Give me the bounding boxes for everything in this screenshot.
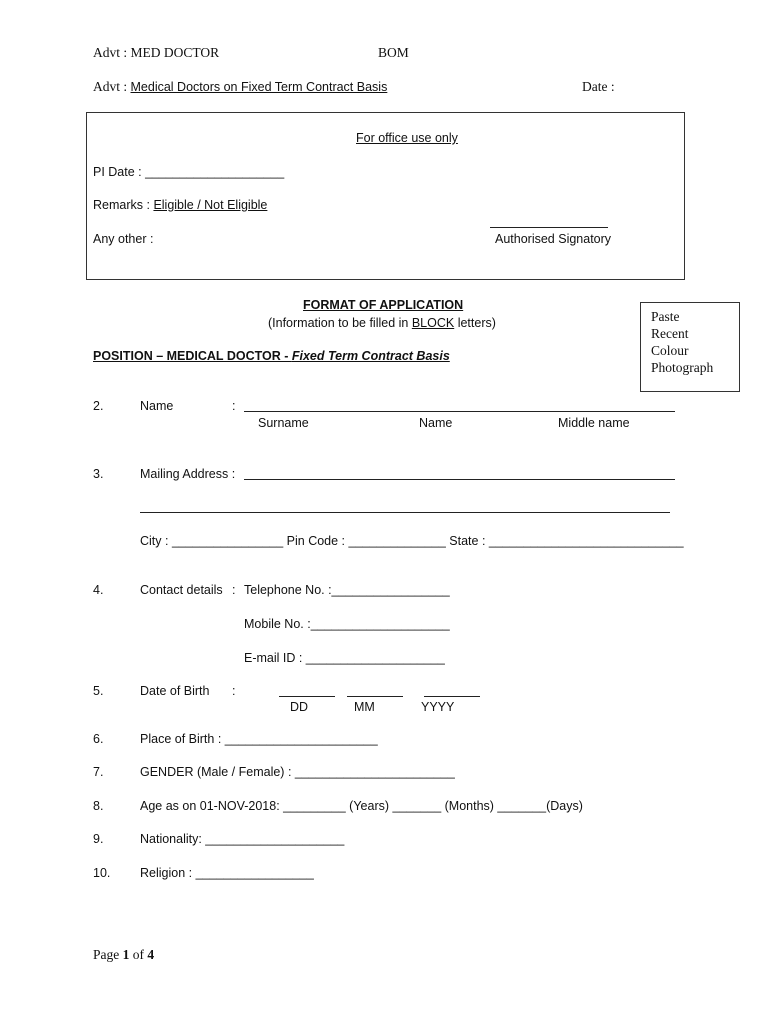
- position-italic: Fixed Term Contract Basis: [291, 349, 450, 363]
- page-pre: Page: [93, 947, 123, 962]
- field-num-address: 3.: [93, 467, 104, 481]
- field-num-pob: 6.: [93, 732, 104, 746]
- remarks: [93, 198, 267, 212]
- authorised-signatory: Authorised Signatory: [495, 232, 612, 246]
- field-pob: Place of Birth : ______________________: [140, 732, 378, 746]
- date-label: Date :: [582, 79, 615, 94]
- remarks-value: Eligible / Not Eligible: [153, 198, 268, 212]
- photo-line-2: Recent: [651, 326, 689, 341]
- page-number: [93, 947, 154, 963]
- advt-prefix: Advt :: [93, 79, 131, 94]
- contact-email: E-mail ID : ____________________: [244, 651, 445, 665]
- page-mid: of: [129, 947, 148, 962]
- photo-line-3: Colour: [651, 343, 689, 358]
- address-input-line-1[interactable]: [244, 479, 675, 480]
- format-title: FORMAT OF APPLICATION: [303, 298, 464, 312]
- field-num-name: 2.: [93, 399, 104, 413]
- address-input-line-2[interactable]: [140, 512, 670, 513]
- field-nationality: Nationality: ____________________: [140, 832, 345, 846]
- field-num-contact: 4.: [93, 583, 104, 597]
- position-label: POSITION – MEDICAL DOCTOR -: [93, 349, 292, 363]
- field-num-age: 8.: [93, 799, 104, 813]
- photo-box: [640, 302, 740, 392]
- remarks-label: Remarks :: [93, 198, 154, 212]
- field-label-contact: Contact details: [140, 583, 223, 597]
- contact-mobile: Mobile No. :____________________: [244, 617, 450, 631]
- field-label-name: Name: [140, 399, 174, 413]
- field-num-dob: 5.: [93, 684, 104, 698]
- name-sub-middle: Middle name: [558, 416, 630, 430]
- position-heading: [93, 349, 450, 363]
- name-sub-name: Name: [419, 416, 453, 430]
- format-info-pre: (Information to be filled in: [268, 316, 412, 330]
- format-info-post: letters): [454, 316, 496, 330]
- office-use-title: For office use only: [356, 131, 458, 145]
- advt-title: [93, 79, 387, 95]
- field-religion: Religion : _________________: [140, 866, 314, 880]
- field-age: Age as on 01-NOV-2018: _________ (Years) _______ (Months) _______(Days): [140, 799, 583, 813]
- field-label-dob: Date of Birth: [140, 684, 210, 698]
- field-label-address: Mailing Address :: [140, 467, 236, 481]
- field-colon-dob: :: [232, 684, 236, 698]
- dob-dd-label: DD: [290, 700, 309, 714]
- field-colon-contact: :: [232, 583, 236, 597]
- field-num-nationality: 9.: [93, 832, 104, 846]
- dob-mm-label: MM: [354, 700, 375, 714]
- bom-label: BOM: [378, 45, 409, 60]
- dob-yyyy-line[interactable]: [424, 696, 480, 697]
- dob-dd-line[interactable]: [279, 696, 335, 697]
- page-current: 1: [122, 947, 130, 962]
- contact-telephone: Telephone No. :_________________: [244, 583, 450, 597]
- field-num-gender: 7.: [93, 765, 104, 779]
- field-gender: GENDER (Male / Female) : _______________________: [140, 765, 455, 779]
- page-total: 4: [147, 947, 155, 962]
- dob-mm-line[interactable]: [347, 696, 403, 697]
- any-other: Any other :: [93, 232, 154, 246]
- dob-yyyy-label: YYYY: [421, 700, 455, 714]
- name-input-line[interactable]: [244, 411, 675, 412]
- format-info: [268, 316, 496, 330]
- photo-line-1: Paste: [651, 309, 680, 324]
- pi-date: PI Date : ____________________: [93, 165, 285, 179]
- advt-title-text: Medical Doctors on Fixed Term Contract Basis: [130, 80, 388, 94]
- photo-line-4: Photograph: [651, 360, 714, 375]
- name-sub-surname: Surname: [258, 416, 309, 430]
- advt-code: Advt : MED DOCTOR: [93, 45, 220, 60]
- address-city-pin-state: City : ________________ Pin Code : ______________ State : ____________________________: [140, 534, 684, 548]
- field-colon-name: :: [232, 399, 236, 413]
- format-info-block: BLOCK: [411, 316, 455, 330]
- field-num-religion: 10.: [93, 866, 111, 880]
- signature-line: [490, 227, 608, 228]
